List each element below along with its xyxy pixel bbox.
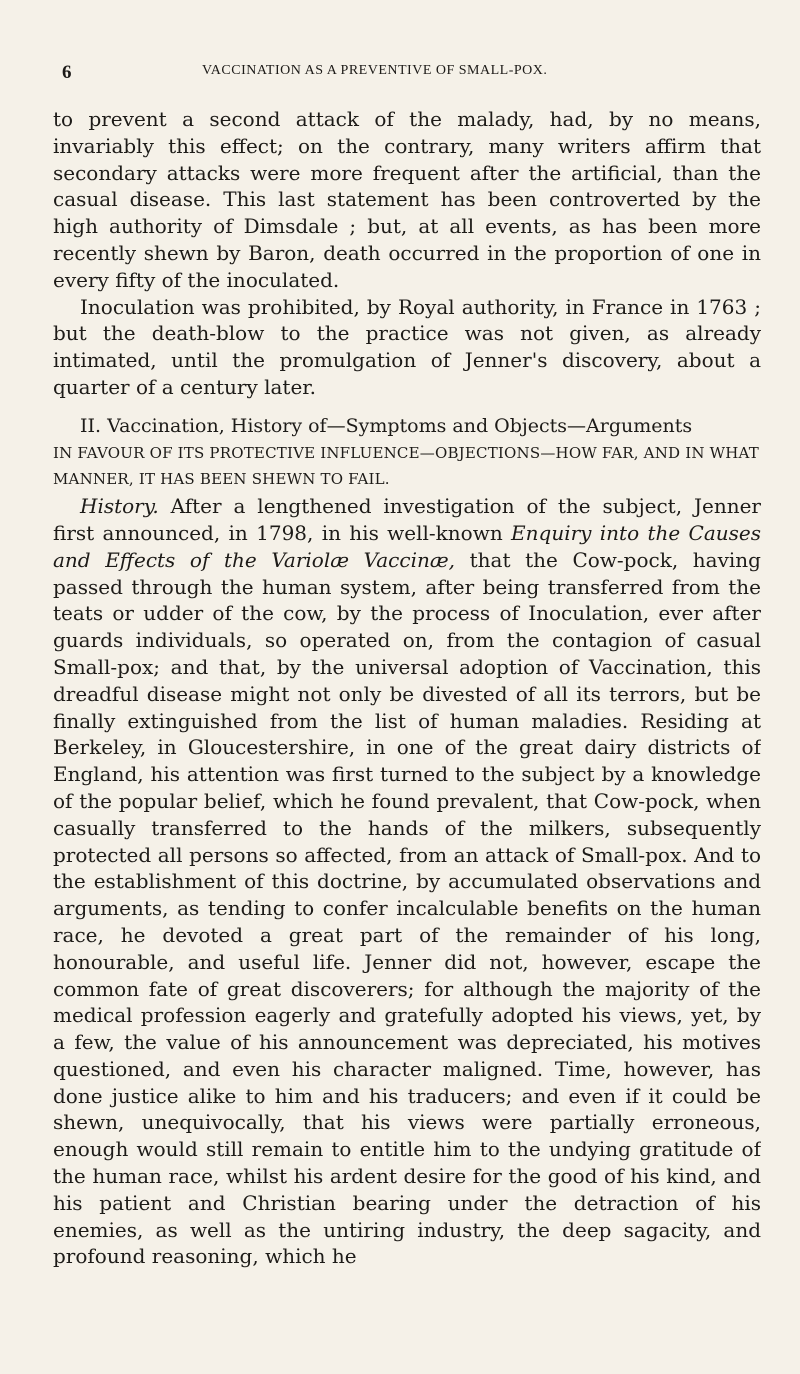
section-heading-title: II. Vaccination, History of—Symptoms and Objects—Arguments xyxy=(80,414,693,437)
running-head xyxy=(62,62,754,86)
history-label: History. xyxy=(80,494,159,519)
history-text-1: After a lengthened investigation of the subject, Jenner first announced, in 1798, in his well-known xyxy=(53,494,761,545)
section-subheading: IN FAVOUR OF ITS PROTECTIVE INFLUENCE—OBJECTIONS—HOW FAR, AND IN WHAT MANNER, IT HAS BEEN SHEWN TO FAIL. xyxy=(53,443,759,489)
page-number: 6 xyxy=(62,62,72,83)
paragraph-history xyxy=(53,493,761,1270)
page-body xyxy=(53,106,761,1356)
work-title: Enquiry into the Causes and Effects of the Variolæ Vaccinæ, xyxy=(53,520,761,572)
history-text-2: that the Cow-pock, having passed through the human system, after being transferred from the teats or udder of the cow, by the process of Inoculation, ever after guards individuals, so operated on, from the contagion of casual Small-pox; and that, by the universal adoption of Vaccination, this dreadful disease might not only be divested of all its terrors, but be finally extinguished from the list of human maladies. Residing at Berkeley, in Gloucestershire, in one of the great dairy districts of England, his attention was first turned to the subject by a knowledge of the popular belief, which he found prevalent, that Cow-pock, when casually transferred to the hands of the milkers, subsequently protected all persons so affected, from an attack of Small-pox. And to the establishment of this doctrine, by accumulated observations and arguments, as tending to confer incalculable benefits on the human race, he devoted a great part of the remainder of his long, honourable, and useful life. Jenner did not, however, escape the common fate of great discoverers; for although the majority of the medical profession eagerly and gratefully adopted his views, yet, by a few, the value of his announcement was depreciated, his motives questioned, and even his character maligned. Time, however, has done justice alike to him and his traducers; and even if it could be shewn, unequivocally, that his views were partially erroneous, enough would still remain to entitle him to the undying gratitude of the human race, whilst his ardent desire for the good of his kind, and his patient and Christian bearing under the detraction of his enemies, as well as the untiring industry, the deep sagacity, and profound reasoning, which he xyxy=(53,547,761,1269)
paragraph-continuation: to prevent a second attack of the malady, had, by no means, invariably this effect; on the contrary, many writers affirm that secondary attacks were more frequent after the artificial, than the casual disease. This last statement has been controverted by the high authority of Dimsdale ; but, at all events, as has been more recently shewn by Baron, death occurred in the proportion of one in every fifty of the inoculated. xyxy=(53,107,761,292)
paragraph-inoculation-prohibited: Inoculation was prohibited, by Royal authority, in France in 1763 ; but the death-blow to the practice was not given, as already intimated, until the promulgation of Jenner's discovery, about a quarter of a century later. xyxy=(53,294,761,399)
section-heading xyxy=(53,413,761,440)
running-title: VACCINATION AS A PREVENTIVE OF SMALL-POX. xyxy=(202,63,548,78)
